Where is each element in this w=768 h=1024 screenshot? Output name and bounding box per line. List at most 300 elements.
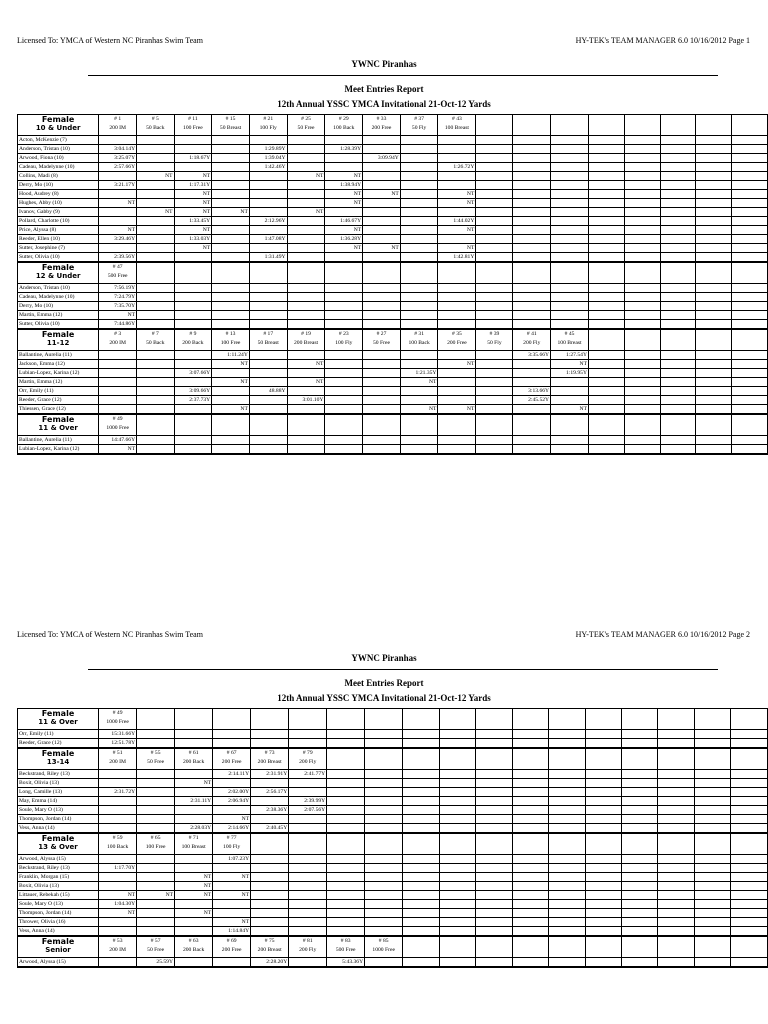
event-distance: 200 Fly [299, 947, 317, 953]
entry-time: NT [99, 311, 137, 320]
group-label [18, 936, 99, 958]
entry-time [99, 824, 137, 834]
entry-time: 2:14.11Y [213, 770, 251, 779]
event-header [175, 833, 213, 855]
entry-time [694, 806, 730, 815]
entry-time [622, 958, 658, 968]
entry-time [476, 770, 512, 779]
event-number: # 51 [112, 750, 123, 756]
swimmer-name: Vess, Anna (14) [18, 927, 99, 937]
entry-time [251, 891, 289, 900]
entry-time [476, 797, 512, 806]
entry-time [549, 739, 585, 749]
entry-time [622, 927, 658, 937]
event-header [622, 936, 658, 958]
entry-time: NT [551, 360, 589, 369]
entry-time [731, 855, 768, 864]
group-header-row [18, 936, 768, 958]
entry-time [403, 927, 439, 937]
entry-time: 1:11.24Y [212, 351, 250, 360]
event-distance: 100 Back [333, 125, 355, 131]
entry-time [549, 927, 585, 937]
entry-time [365, 730, 403, 739]
entry-time [585, 900, 621, 909]
entry-time: NT [137, 208, 174, 217]
entry-time [731, 824, 768, 834]
entry-time [622, 900, 658, 909]
event-header [476, 748, 512, 770]
entry-time: 3:35.66Y [513, 351, 551, 360]
group-age: Senior [45, 946, 71, 954]
entry-time [289, 909, 327, 918]
entry-time [289, 958, 327, 968]
event-header [512, 709, 548, 730]
entry-time: 1:21.35Y [400, 369, 438, 378]
entry-time [585, 815, 621, 824]
event-distance: 200 Free [221, 759, 242, 765]
entry-time [585, 864, 621, 873]
event-header [694, 709, 730, 730]
entry-time [731, 797, 768, 806]
event-header [327, 748, 365, 770]
event-number: # 29 [338, 116, 349, 122]
event-header [403, 936, 439, 958]
group-age: 11-12 [46, 339, 70, 347]
swimmer-row [18, 918, 768, 927]
entry-time [99, 958, 137, 968]
entry-time [289, 779, 327, 788]
entry-time [365, 909, 403, 918]
swimmer-name: Reeder, Grace (12) [18, 396, 99, 405]
entry-time [476, 806, 512, 815]
swimmer-name: Martin, Emma (12) [18, 378, 99, 387]
entry-time [731, 882, 768, 891]
entry-time: 2:28.03Y [175, 824, 213, 834]
event-number: # 11 [188, 116, 198, 122]
event-number: # 61 [188, 750, 199, 756]
entry-time: 2:39.99Y [289, 797, 327, 806]
entry-time [622, 739, 658, 749]
event-distance: 200 IM [109, 125, 126, 131]
entry-time [512, 730, 548, 739]
event-distance: 100 Fly [259, 125, 277, 131]
entry-time [549, 958, 585, 968]
event-number: # 63 [188, 938, 199, 944]
entry-time [365, 927, 403, 937]
entry-time: 1:42.81Y [438, 253, 476, 263]
event-number: # 55 [150, 750, 161, 756]
entry-time [622, 873, 658, 882]
entry-time: 3:07.66Y [174, 369, 212, 378]
event-distance: 1000 Free [372, 947, 395, 953]
event-header [694, 833, 730, 855]
entry-time [175, 927, 213, 937]
event-number: # 71 [188, 835, 199, 841]
entry-time [327, 739, 365, 749]
entry-time [585, 891, 621, 900]
entry-time: NT [400, 405, 438, 415]
entry-time [365, 873, 403, 882]
event-header [585, 748, 621, 770]
entry-time: 48.88Y [249, 387, 287, 396]
event-number: # 53 [112, 938, 123, 944]
entry-time: NT [325, 172, 363, 181]
event-number: # 31 [414, 331, 425, 337]
entry-time [658, 797, 694, 806]
entry-time: NT [438, 199, 476, 208]
entry-time: NT [213, 815, 251, 824]
entry-time: 1:42.46Y [249, 163, 287, 172]
entry-time [213, 864, 251, 873]
entry-time [175, 958, 213, 968]
entry-time [289, 815, 327, 824]
entry-time [175, 900, 213, 909]
entry-time [585, 927, 621, 937]
entry-time: 1:39.04Y [249, 154, 287, 163]
group-gender: Female [41, 415, 75, 424]
group-gender: Female [41, 115, 75, 124]
swimmer-name: Long, Camille (13) [18, 788, 99, 797]
entry-time: 1:29.89Y [249, 145, 287, 154]
entry-time: 3:25.07Y [99, 154, 137, 163]
report-title: Meet Entries Report [344, 678, 424, 688]
entry-time [289, 882, 327, 891]
event-header [289, 833, 327, 855]
event-number: # 13 [225, 331, 236, 337]
entry-time [694, 730, 730, 739]
swimmer-name: Franklin, Morgan (15) [18, 873, 99, 882]
swimmer-name: Pollard, Charlotte (10) [18, 217, 99, 226]
entry-time: NT [99, 891, 137, 900]
swimmer-name: Cadeau, Madelynne (10) [18, 163, 99, 172]
swimmer-name: Thompson, Jordan (14) [18, 815, 99, 824]
event-number: # 85 [378, 938, 389, 944]
entry-time [731, 900, 768, 909]
event-header [213, 748, 251, 770]
entry-time [137, 815, 175, 824]
entry-time: NT [212, 208, 250, 217]
entry-time [439, 958, 475, 968]
entry-time: 3:01.10Y [287, 396, 325, 405]
swimmer-row [18, 873, 768, 882]
entry-time: 2:31.11Y [175, 797, 213, 806]
entry-time [289, 918, 327, 927]
event-header [439, 709, 475, 730]
entry-time [365, 891, 403, 900]
entry-time: 2:38.36Y [251, 806, 289, 815]
entry-time: NT [325, 226, 363, 235]
entry-time [622, 806, 658, 815]
entry-time: NT [212, 405, 250, 415]
entry-time [731, 958, 768, 968]
event-number: # 49 [112, 710, 123, 716]
entry-time [658, 882, 694, 891]
event-distance: 50 Back [146, 125, 165, 131]
entry-time [403, 891, 439, 900]
entry-time: NT [213, 873, 251, 882]
entry-time [327, 770, 365, 779]
entry-time [289, 855, 327, 864]
swimmer-name: Ballantine, Aurelia (11) [18, 351, 99, 360]
entry-time: NT [438, 244, 476, 253]
swimmer-row [18, 739, 768, 749]
event-header [622, 709, 658, 730]
entry-time [476, 909, 512, 918]
entry-time [99, 815, 137, 824]
entry-time: 7:44.86Y [99, 320, 137, 330]
entry-time [213, 806, 251, 815]
entry-time [365, 739, 403, 749]
entry-time [622, 815, 658, 824]
event-header [137, 936, 175, 958]
entry-time [549, 864, 585, 873]
entry-time [512, 788, 548, 797]
entry-time: 3:04.14Y [99, 145, 137, 154]
swimmer-name: Boxit, Olivia (13) [18, 882, 99, 891]
entry-time: 25.59Y [137, 958, 175, 968]
entry-time [175, 770, 213, 779]
entry-time [512, 882, 548, 891]
entry-time [365, 788, 403, 797]
entry-time: 1:26.72Y [438, 163, 476, 172]
swimmer-name: Derry, Mo (10) [18, 181, 99, 190]
event-number: # 43 [452, 116, 462, 122]
entry-time: NT [363, 244, 401, 253]
entry-time [658, 855, 694, 864]
entry-time [403, 958, 439, 968]
entry-time [327, 815, 365, 824]
entry-time [731, 864, 768, 873]
entry-time: 2:31.91Y [251, 770, 289, 779]
event-distance: 100 Fly [335, 340, 353, 346]
entry-time: 5:43.36Y [327, 958, 365, 968]
event-number: # 39 [489, 331, 500, 337]
entry-time [403, 788, 439, 797]
event-number: # 25 [301, 116, 311, 122]
entry-time: NT [99, 445, 137, 455]
entry-time [365, 882, 403, 891]
event-header [549, 936, 585, 958]
entry-time: 1:18.67Y [174, 154, 212, 163]
license-line: Licensed To: YMCA of Western NC Piranhas Swim Team [17, 630, 203, 639]
entry-time: NT [400, 378, 438, 387]
entry-time [658, 927, 694, 937]
swimmer-name: Lubian-Lopez, Karina (12) [18, 369, 99, 378]
entry-time [99, 806, 137, 815]
entry-time: NT [325, 199, 363, 208]
event-distance: 50 Breast [257, 340, 279, 346]
event-distance: 200 IM [109, 947, 126, 953]
event-distance: 100 Back [106, 844, 129, 850]
entry-time [251, 739, 289, 749]
entry-time [549, 918, 585, 927]
entry-time [289, 891, 327, 900]
swimmer-name: Martin, Emma (12) [18, 311, 99, 320]
entry-time [658, 873, 694, 882]
entry-time: NT [363, 190, 401, 199]
swimmer-name: Anderson, Tristan (10) [18, 145, 99, 154]
entry-time: NT [287, 378, 325, 387]
entry-time [549, 909, 585, 918]
entry-time [694, 882, 730, 891]
swimmer-name: Lubian-Lopez, Karina (12) [18, 445, 99, 455]
swimmer-name: Ballantine, Aurelia (11) [18, 436, 99, 445]
entry-time [476, 730, 512, 739]
entry-time [731, 779, 768, 788]
entry-time [694, 891, 730, 900]
entry-time [403, 824, 439, 834]
event-distance: 50 Breast [219, 125, 242, 131]
event-distance: 50 Free [147, 759, 165, 765]
swimmer-row [18, 730, 768, 739]
group-gender: Female [41, 709, 75, 718]
swimmer-name: Hood, Audrey (8) [18, 190, 99, 199]
meet-title: 12th Annual YSSC YMCA Invitational 21-Oct-12 Yards [277, 99, 491, 109]
entry-time: 3:09.94Y [363, 154, 401, 163]
entry-time [365, 918, 403, 927]
entry-time [137, 770, 175, 779]
entry-time [622, 918, 658, 927]
entry-time [694, 855, 730, 864]
entry-time [439, 739, 475, 749]
group-gender: Female [41, 263, 75, 272]
entry-time [512, 770, 548, 779]
entry-time [137, 909, 175, 918]
entry-time [622, 855, 658, 864]
entry-time: NT [175, 909, 213, 918]
entry-time [731, 788, 768, 797]
entry-time [731, 739, 768, 749]
event-header [251, 709, 289, 730]
event-distance: 100 Free [145, 844, 166, 850]
entry-time [549, 900, 585, 909]
event-header [251, 936, 289, 958]
entry-time: 2:28.20Y [251, 958, 289, 968]
event-header [137, 833, 175, 855]
entry-time: NT [212, 360, 250, 369]
entry-time: 1:36.28Y [325, 235, 363, 244]
event-header [289, 748, 327, 770]
entry-time [622, 770, 658, 779]
entry-time [585, 788, 621, 797]
entry-time [585, 739, 621, 749]
entry-time [549, 806, 585, 815]
entry-time [289, 927, 327, 937]
entry-time [175, 864, 213, 873]
entry-time [175, 788, 213, 797]
event-distance: 200 IM [109, 759, 126, 765]
event-header [365, 748, 403, 770]
entry-time: NT [99, 199, 137, 208]
event-distance: 500 Free [335, 947, 356, 953]
entry-time [731, 891, 768, 900]
event-header [327, 709, 365, 730]
event-header [251, 833, 289, 855]
entry-time [175, 730, 213, 739]
entry-time [403, 739, 439, 749]
entry-time: 2:56.17Y [251, 788, 289, 797]
entry-time [512, 824, 548, 834]
event-number: # 17 [263, 331, 274, 337]
entry-time [585, 855, 621, 864]
entry-time [137, 730, 175, 739]
event-distance: 200 Free [371, 125, 392, 131]
swimmer-row [18, 927, 768, 937]
swimmer-name: Sutter, Olivia (10) [18, 320, 99, 330]
group-header-row [18, 748, 768, 770]
entry-time [137, 797, 175, 806]
entry-time [549, 770, 585, 779]
entry-time [476, 873, 512, 882]
entry-time: NT [137, 891, 175, 900]
entry-time [327, 797, 365, 806]
event-header [512, 936, 548, 958]
entry-time [476, 779, 512, 788]
entry-time [137, 739, 175, 749]
event-header [731, 936, 768, 958]
swimmer-name: Collins, Madi (8) [18, 172, 99, 181]
swimmer-name: Sutter, Josephine (7) [18, 244, 99, 253]
swimmer-name: Anderson, Tristan (10) [18, 284, 99, 293]
event-distance: 500 Free [107, 273, 128, 279]
group-gender: Female [41, 937, 75, 946]
event-header [658, 833, 694, 855]
entry-time [694, 739, 730, 749]
entry-time [327, 864, 365, 873]
entry-time [658, 815, 694, 824]
software-line: HY-TEK's TEAM MANAGER 6.0 10/16/2012 Page 1 [575, 36, 750, 45]
entry-time [658, 900, 694, 909]
entry-time [289, 824, 327, 834]
entry-time [251, 882, 289, 891]
entry-time [439, 797, 475, 806]
entry-time [213, 739, 251, 749]
entry-time [365, 797, 403, 806]
event-distance: 50 Fly [411, 125, 427, 131]
entry-time [213, 779, 251, 788]
entry-time [365, 900, 403, 909]
entry-time [251, 779, 289, 788]
entry-time [439, 927, 475, 937]
entry-time [694, 927, 730, 937]
license-line: Licensed To: YMCA of Western NC Piranhas Swim Team [17, 36, 203, 45]
entry-time: 1:47.08Y [249, 235, 287, 244]
event-distance: 200 Free [221, 947, 242, 953]
entry-time [622, 730, 658, 739]
swimmer-name: Acton, McKenzie (7) [18, 136, 99, 145]
entry-time [622, 891, 658, 900]
event-header [251, 748, 289, 770]
swimmer-row [18, 900, 768, 909]
entry-time [549, 891, 585, 900]
meet-title: 12th Annual YSSC YMCA Invitational 21-Oct-12 Yards [277, 693, 491, 703]
entry-time [327, 779, 365, 788]
entry-time [439, 891, 475, 900]
entry-time [439, 779, 475, 788]
event-header [731, 709, 768, 730]
entry-time [289, 730, 327, 739]
entry-time: NT [325, 244, 363, 253]
entry-time [251, 864, 289, 873]
entry-time: 7:56.19Y [99, 284, 137, 293]
entry-time [403, 864, 439, 873]
entry-time: NT [212, 378, 250, 387]
event-header [622, 748, 658, 770]
entry-time [658, 864, 694, 873]
group-age: 10 & Under [35, 124, 81, 132]
event-number: # 83 [340, 938, 351, 944]
event-header [585, 833, 621, 855]
